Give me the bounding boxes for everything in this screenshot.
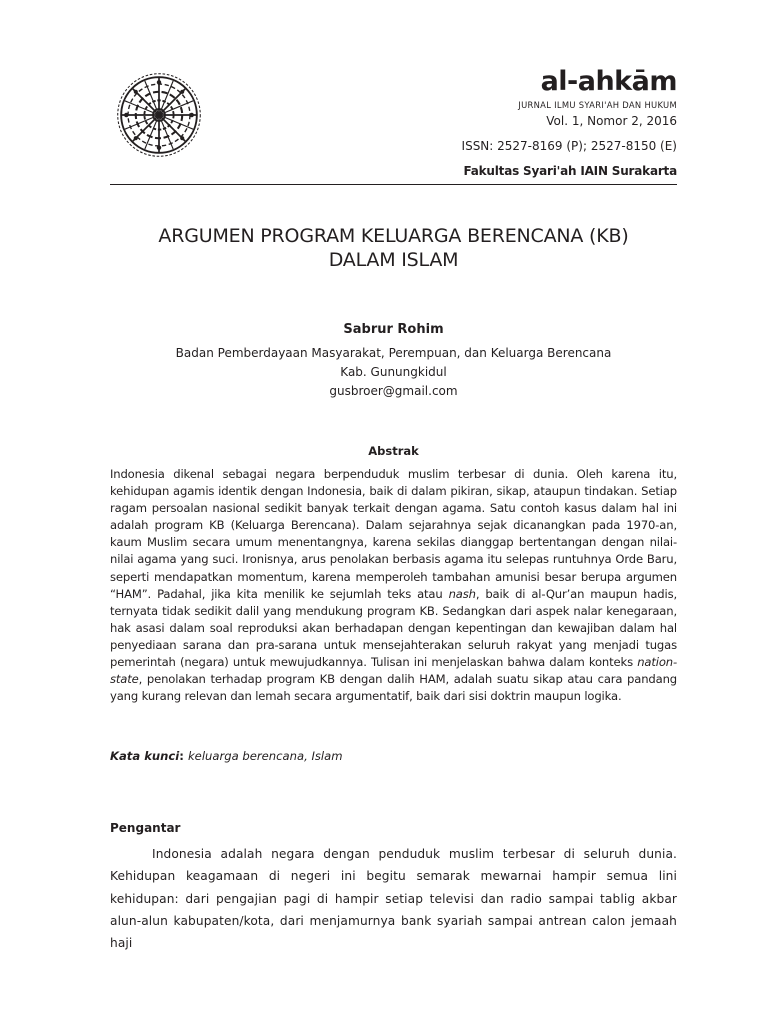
journal-issn: ISSN: 2527-8169 (P); 2527-8150 (E): [461, 139, 677, 153]
abstract-text-part-3: , penolakan terhadap program KB dengan dalih HAM, adalah suatu sikap atau cara pandang yang kurang relevan dan lemah secara argumentatif, baik dari sisi doktrin maupun logika.: [110, 672, 677, 704]
article-title-line-1: ARGUMEN PROGRAM KELUARGA BERENCANA (KB): [158, 225, 629, 247]
abstract-text-part-2: , baik di al-Qur’an maupun hadis, ternyata tidak sedikit dalil yang mendukung program KB. Sedangkan dari aspek nalar kenegaraan, hak asasi dalam soal reproduksi akan berhadapan dengan kepentingan dan kewajiban dalam hal penyediaan sarana dan pra-sarana untuk mensejahterakan seluruh rakyat yang menjadi tugas pemerintah (negara) untuk mewujudkannya. Tulisan ini menjelaskan bahwa dalam konteks: [110, 586, 678, 670]
keywords-line: [110, 748, 677, 765]
abstract-text-part-1: Indonesia dikenal sebagai negara berpenduduk muslim terbesar di dunia. Oleh karena itu, kehidupan agamis identik dengan Indonesia, baik di dalam pikiran, sikap, ataupun tindakan. Setiap ragam persoalan nasional sedikit banyak terkait dengan agama. Satu contoh kasus dalam hal ini adalah program KB (Keluarga Berencana). Dalam sejarahnya sejak dicanangkan pada 1970-an, kaum Muslim secara umum menentangnya, karena sekilas dianggap bertentangan dengan nilai-nilai agama yang suci. Ironisnya, arus penolakan berbasis agama itu selepas runtuhnya Orde Baru, seperti mendapatkan momentum, karena memperoleh tambahan amunisi besar berupa argumen “HAM”. Padahal, jika kita menilik ke sejumlah teks atau: [110, 467, 677, 601]
author-block: [110, 321, 677, 401]
journal-faculty: Fakultas Syari'ah IAIN Surakarta: [463, 164, 677, 178]
intro-paragraph: Indonesia adalah negara dengan penduduk muslim terbesar di seluruh dunia. Kehidupan keagamaan di negeri ini begitu semarak mewarnai hampir semua lini kehidupan: dari pengajian pagi di hampir setiap televisi dan radio sampai tablig akbar alun-alun kabupaten/kota, dari menjamurnya bank syariah sampai antrean calon jemaah haji: [110, 847, 677, 951]
header-divider: [110, 184, 677, 185]
keywords-values: keluarga berencana, Islam: [187, 749, 343, 763]
abstract-heading: Abstrak: [368, 444, 419, 458]
author-email: gusbroer@gmail.com: [329, 384, 458, 398]
abstract-paragraph: [110, 466, 677, 705]
abstract-italic-term-1: nash: [448, 586, 476, 601]
author-location: Kab. Gunungkidul: [340, 365, 447, 379]
article-title: [110, 224, 677, 272]
journal-subtitle: JURNAL ILMU SYARI'AH DAN HUKUM: [518, 100, 677, 110]
author-name: Sabrur Rohim: [343, 322, 444, 337]
journal-masthead: [462, 66, 677, 179]
journal-name: al-ahkām: [540, 66, 677, 97]
article-title-line-2: DALAM ISLAM: [328, 249, 459, 271]
journal-header: [110, 66, 677, 178]
keywords-separator: :: [179, 749, 188, 763]
journal-logo-icon: [116, 72, 202, 158]
author-affiliation: Badan Pemberdayaan Masyarakat, Perempuan, dan Keluarga Berencana: [175, 346, 612, 360]
intro-heading: Pengantar: [110, 821, 181, 835]
journal-volume: Vol. 1, Nomor 2, 2016: [546, 114, 677, 128]
abstract-italic-term-2: nation-state: [110, 655, 677, 687]
keywords-label: Kata kunci: [110, 749, 180, 763]
